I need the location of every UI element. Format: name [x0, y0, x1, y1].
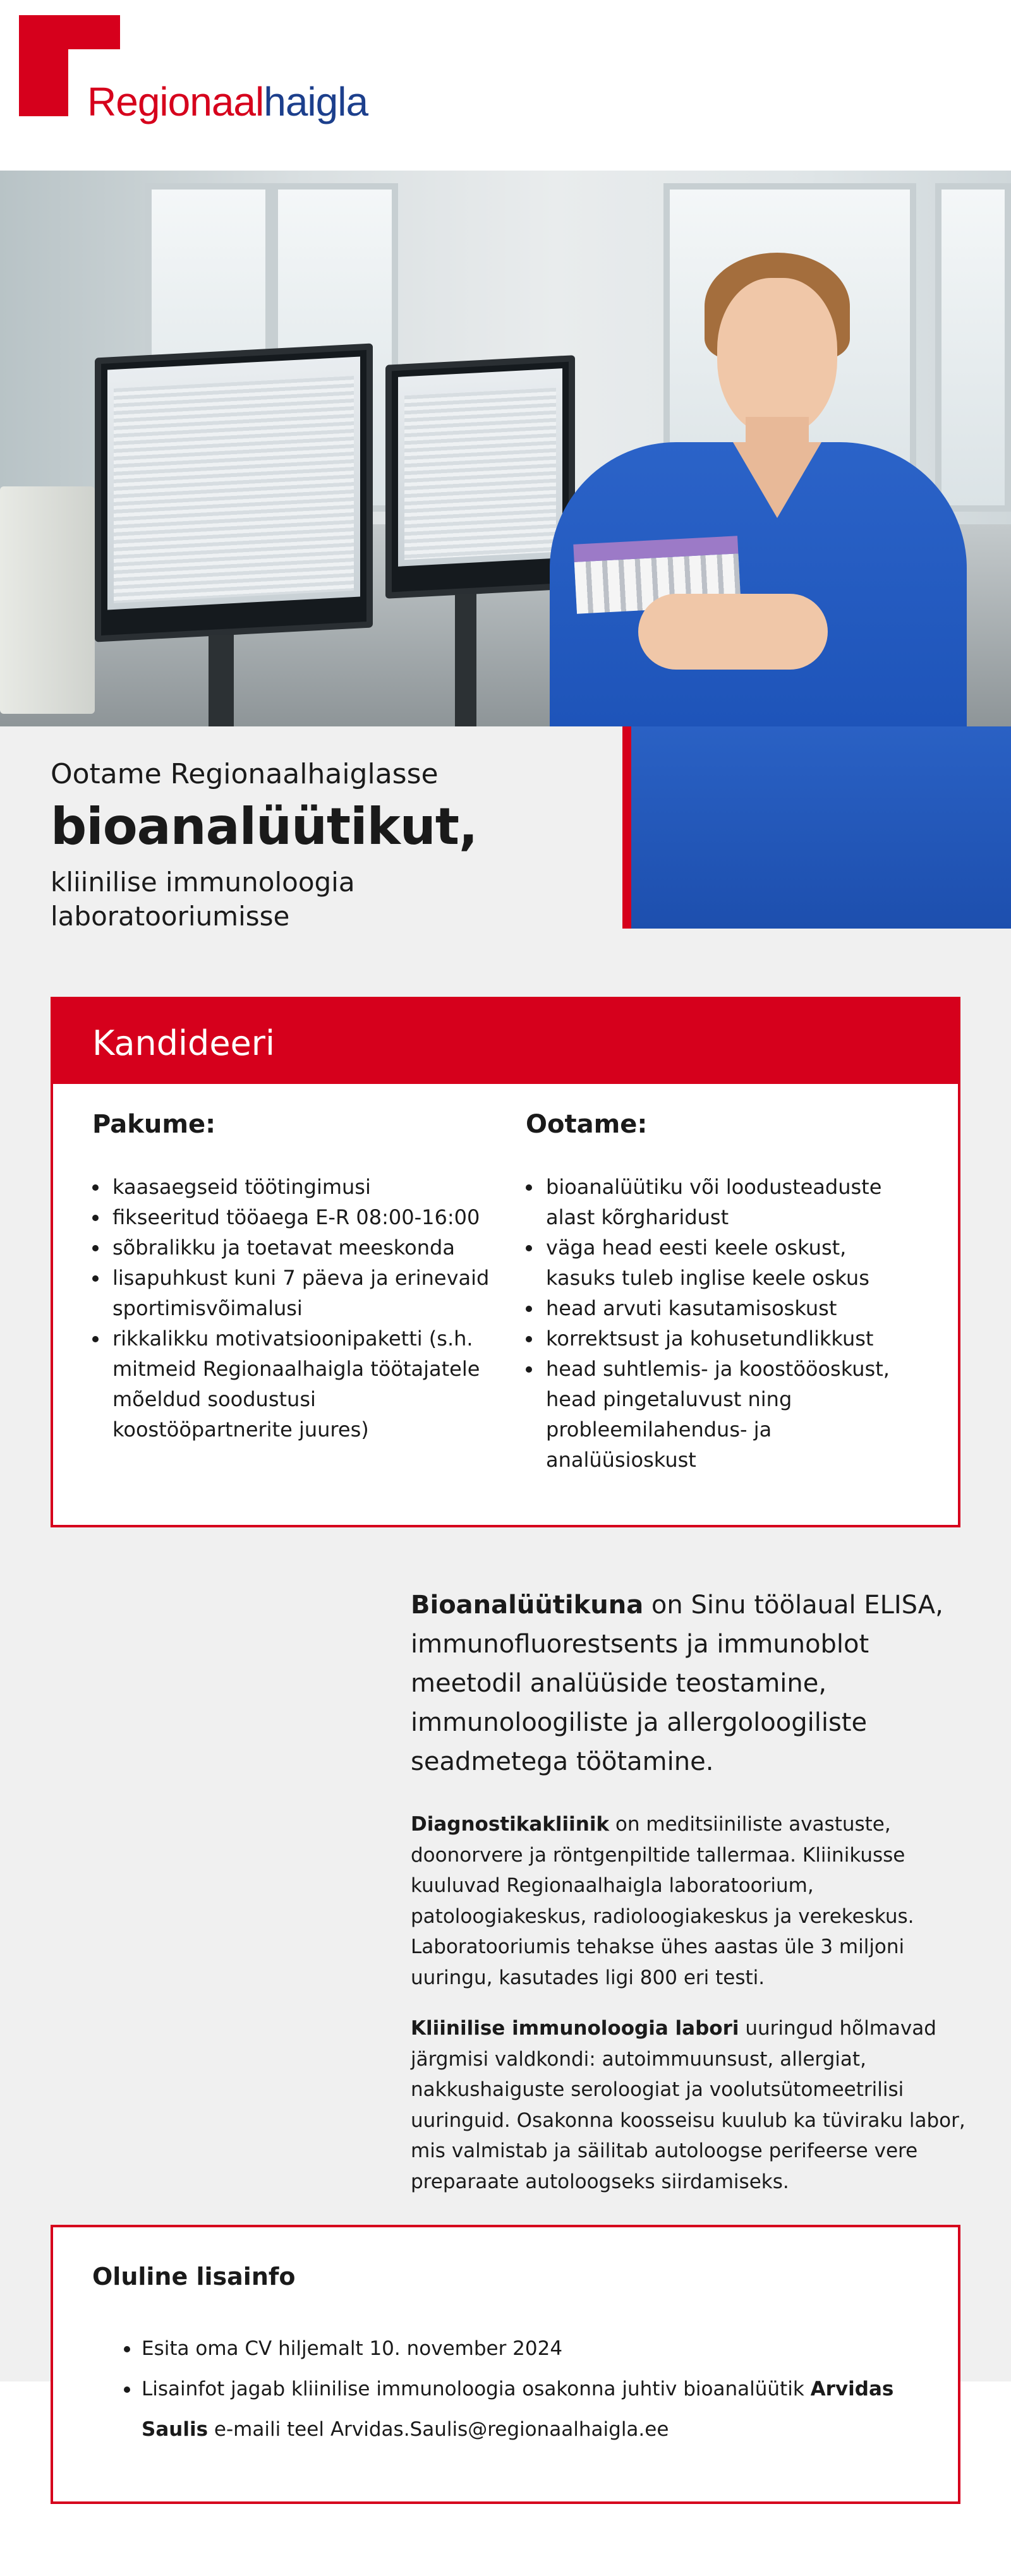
hands	[638, 594, 828, 670]
lab-monitor	[385, 355, 575, 599]
job-subtitle: kliinilise immunoloogia laboratooriumisse	[51, 867, 355, 932]
lab-machine	[0, 486, 95, 714]
expect-column	[526, 1110, 917, 1475]
face	[717, 278, 837, 436]
description-p2-bold: Kliinilise immunoloogia labori	[411, 2017, 739, 2040]
hero-photo-extension	[631, 726, 1011, 929]
regionaalhaigla-logo[interactable]	[19, 15, 368, 129]
intro-text: Ootame Regionaalhaiglasse	[51, 758, 439, 790]
info-contact-text-2: e-maili teel	[208, 2418, 324, 2441]
additional-info-box	[51, 2225, 960, 2504]
info-heading: Oluline lisainfo	[92, 2263, 296, 2290]
offer-column	[92, 1110, 497, 1445]
list-item: rikkalikku motivatsioonipaketti (s.h. mitmeid Regionaalhaigla töötajatele mõeldud soodustusi koostööpartnerite juures)	[92, 1323, 497, 1445]
list-item: Esita oma CV hiljemalt 10. november 2024	[124, 2328, 920, 2369]
logo-word-blue: haigla	[263, 79, 368, 124]
list-item	[124, 2369, 920, 2450]
expect-heading: Ootame:	[526, 1110, 648, 1139]
accent-bar	[622, 726, 631, 929]
lab-monitor	[95, 343, 373, 642]
list-item: bioanalüütiku või loodusteaduste alast kõrgharidust	[526, 1172, 917, 1232]
monitor-stand	[455, 594, 476, 726]
description-p1-bold: Diagnostikakliinik	[411, 1813, 610, 1836]
expect-list	[526, 1172, 917, 1475]
lab-worker	[550, 253, 967, 726]
apply-box	[51, 997, 960, 1527]
description-p2-text: uuringud hõlmavad järgmisi valdkondi: autoimmuunsust, allergiat, nakkushaiguste seroloogiat ja voolutsütomeetrilisi uuringuid. Osakonna koosseisu kuulub ka tüviraku labor, mis valmistab ja säilitab autoloogse perifeerse vere preparaate autoloogseks siirdamiseks.	[411, 2017, 966, 2193]
list-item: lisapuhkust kuni 7 päeva ja erinevaid sportimisvõimalusi	[92, 1263, 497, 1323]
monitor-stand	[209, 635, 234, 726]
list-item: sõbralikku ja toetavat meeskonda	[92, 1232, 497, 1263]
list-item: head arvuti kasutamisoskust	[526, 1293, 917, 1323]
logo-wordmark	[87, 78, 368, 125]
header	[0, 0, 1011, 171]
list-item: väga head eesti keele oskust, kasuks tuleb inglise keele oskus	[526, 1232, 917, 1293]
list-item: head suhtlemis- ja koostööoskust, head pingetaluvust ning probleemilahendus- ja analüüsioskust	[526, 1354, 917, 1475]
apply-button-label: Kandideeri	[92, 1023, 275, 1063]
contact-name: Arvidas Saulis	[142, 2378, 894, 2441]
description-paragraph	[411, 1809, 973, 1993]
logo-mark-icon-stem	[19, 15, 68, 116]
list-item: kaasaegseid töötingimusi	[92, 1172, 497, 1202]
logo-word-red: Regionaal	[87, 79, 264, 124]
hero-photo	[0, 171, 1011, 726]
description-lead-bold: Bioanalüütikuna	[411, 1591, 644, 1620]
job-title: bioanalüütikut,	[51, 797, 478, 856]
description-lead-text: on Sinu töölaual ELISA, immunofluorestsents ja immunoblot meetodil analüüside teostamine, immunoloogiliste ja allergoloogiliste seadmetega töötamine.	[411, 1591, 943, 1776]
description-p1-text: on meditsiiniliste avastuste, doonorvere ja röntgenpiltide tallermaa. Kliinikusse kuuluvad Regionaalhaigla laboratoorium, patoloogiakeskus, radioloogiakeskus ja verekeskus. Laboratooriumis tehakse ühes aastas üle 3 miljoni uuringu, kasutades ligi 800 eri testi.	[411, 1813, 914, 1989]
description-paragraph	[411, 2013, 973, 2197]
description-lead	[411, 1586, 973, 1781]
info-contact-text: Lisainfot jagab kliinilise immunoloogia osakonna juhtiv bioanalüütik	[142, 2378, 811, 2400]
info-list	[124, 2328, 920, 2450]
list-item: korrektsust ja kohusetundlikkust	[526, 1323, 917, 1354]
offer-heading: Pakume:	[92, 1110, 216, 1139]
job-description	[411, 1586, 973, 2217]
apply-button[interactable]	[53, 999, 958, 1084]
list-item: fikseeritud tööaega E-R 08:00-16:00	[92, 1202, 497, 1232]
offer-list	[92, 1172, 497, 1445]
contact-email-link[interactable]: Arvidas.Saulis@regionaalhaigla.ee	[330, 2418, 669, 2441]
